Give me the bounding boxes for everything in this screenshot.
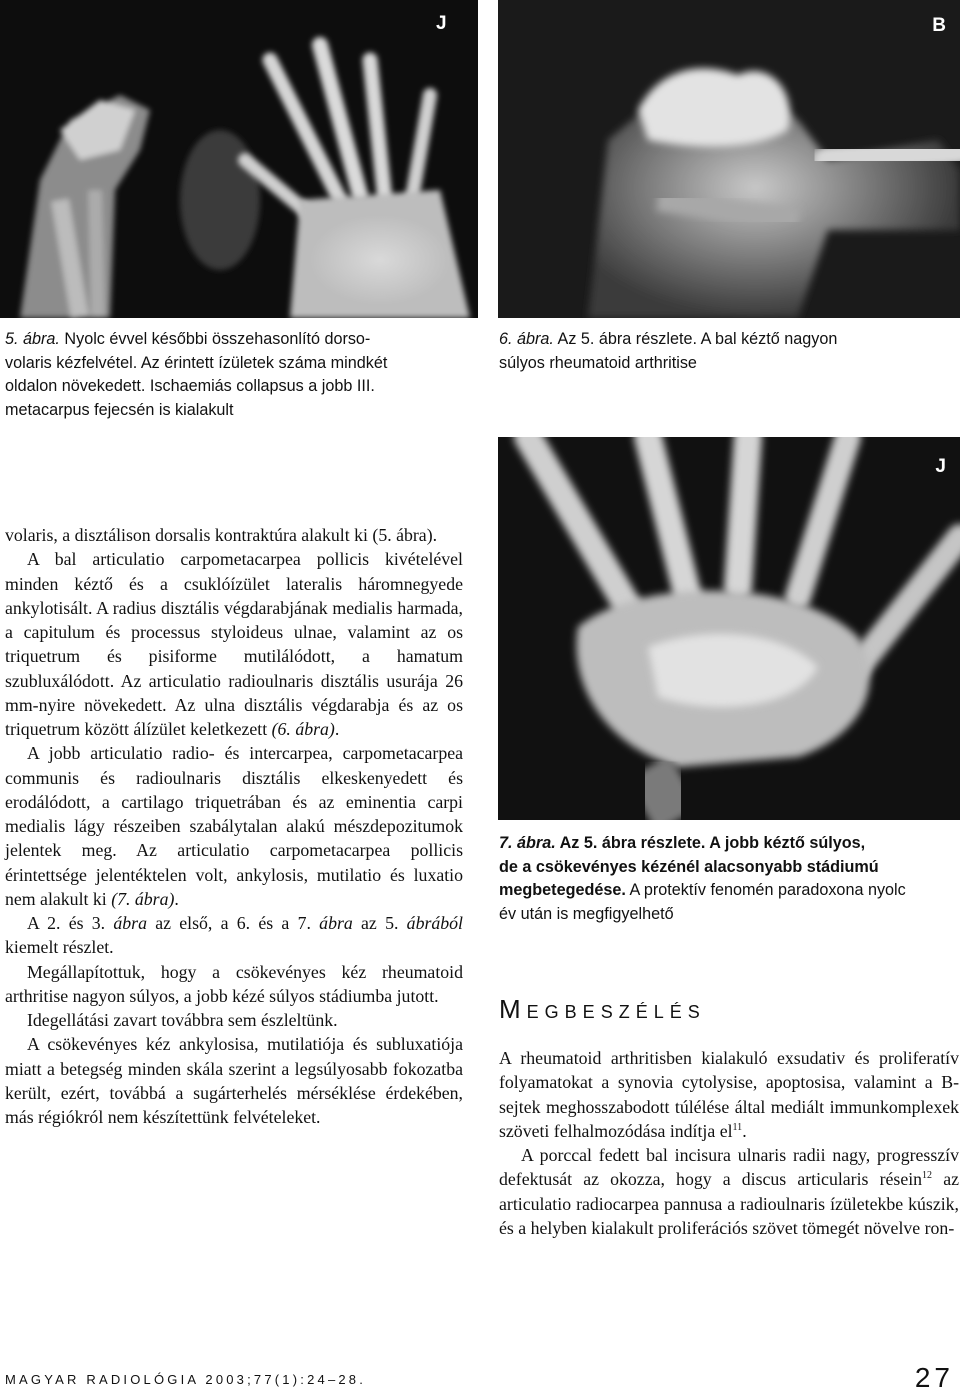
paragraph-1	[5, 523, 463, 547]
figure-5-caption-line-2: volaris kézfelvétel. Az érintett ízületek száma mindkét	[5, 353, 388, 372]
figure-7-corner-label: J	[935, 456, 946, 477]
figure-6-caption-label: 6. ábra	[499, 330, 550, 348]
paragraph-5: Megállapítottuk, hogy a csökevényes kéz rheumatoid arthritise nagyon súlyos, a jobb kézé súlyos stádiumba jutott.	[5, 961, 463, 1006]
discussion-paragraph-2: A porccal fedett bal incisura ulnaris radii nagy, progresszív defektusát az okozza, hogy a discus articularis résein$^{12}$ az articulatio radiocarpea pannusa a radioulnaris ízületekbe kúszik, és a helyben kialakult proliferációs szövet tömegét növelve ron-	[499, 1145, 959, 1238]
heading-rest: EGBESZÉLÉS	[526, 1002, 706, 1022]
right-column-text	[499, 1046, 959, 1240]
figure-6-xray	[498, 0, 960, 318]
paragraph-3-ref: (7. ábra)	[111, 888, 175, 909]
figure-5-caption-label: 5. ábra	[5, 330, 56, 348]
figure-5-xray	[0, 0, 478, 318]
figure-7-caption-bold-2: de a csökevényes kézénél alacsonyabb stádiumú	[499, 857, 879, 876]
paragraph-2-ref: (6. ábra)	[271, 719, 335, 739]
paragraph-3: A jobb articulatio radio- és intercarpea, carpometacarpea communis és radioulnaris disztális elkeskenyedett és erodálódott, a cartilago triquetrában és az eminentia carpi medialis lágy részeiben szabálytalan alakú mészdepozitumok jelentek meg. Az articulatio carpometacarpea pollicis érintettsége jelentéktelen volt, ankylosis, mutilatio és luxatio nem alakult ki (7. ábra).	[5, 743, 463, 909]
figure-5-xray-image	[0, 0, 478, 318]
citation-11: 11	[732, 1121, 743, 1133]
figure-5-corner-label: J	[436, 13, 447, 34]
figure-5-caption-line-4: metacarpus fejecsén is kialakult	[5, 400, 234, 419]
figure-7-caption-bold-3: megbetegedése.	[499, 881, 626, 899]
figure-5-caption: 5. ábra. Nyolc évvel későbbi összehasonlító dorso- volaris kézfelvétel. Az érintett ízületek száma mindkét oldalon növekedett. Ischaemiás collapsus a jobb III. metacarpus fejecsén is kialakult	[5, 328, 475, 422]
figure-6-caption: 6. ábra. Az 5. ábra részlete. A bal kéztő nagyon súlyos rheumatoid arthritise	[499, 328, 959, 375]
paragraph-6: Idegellátási zavart továbbra sem észleltünk.	[27, 1010, 338, 1030]
figure-7-caption-normal-2: év után is megfigyelhető	[499, 904, 674, 923]
figure-7-caption: 7. ábra. Az 5. ábra részlete. A jobb kéztő súlyos, de a csökevényes kézénél alacsonyabb stádiumú megbetegedése. A protektív fenomén paradoxona nyolc év után is megfigyelhető	[499, 832, 959, 926]
citation-12: 12	[922, 1170, 933, 1182]
section-heading-discussion	[499, 994, 706, 1025]
paragraph-7: A csökevényes kéz ankylosisa, mutilatiója és subluxatiója miatt a betegség minden skála szerint a legsúlyosabb fokozatba került, ezért, továbbá a sugárterhelés mérséklése érdekében, más régiókról nem készítettünk felvételeket.	[5, 1034, 463, 1127]
left-column-text	[5, 523, 463, 1129]
paragraph-4: A 2. és 3. ábra az első, a 6. és a 7. ábra az 5. ábrából kiemelt részlet.	[5, 913, 463, 958]
figure-5-caption-line-1: Nyolc évvel későbbi összehasonlító dorso-	[64, 330, 371, 348]
figure-7-caption-label: 7. ábra	[499, 834, 552, 852]
figure-7-xray-image	[498, 437, 960, 820]
paragraph-2: A bal articulatio carpometacarpea pollicis kivételével minden kéztő és a csuklóízület lateralis háromnegyede ankylotisált. A radius disztális végdarabjának medialis harmada, a capitulum és processus styloideus ulnae, valamint az os triquetrum és pisiforme mutilálódott, a hamatum szubluxálódott. Az articulatio radioulnaris disztális usurája 26 mm-nyire növekedett. Az ulna disztális végdarabja és az os triquetrum között álízület keletkezett (6. ábra).	[5, 549, 463, 739]
figure-6-caption-line-1: Az 5. ábra részlete. A bal kéztő nagyon	[557, 330, 838, 348]
figure-6-caption-line-2: súlyos rheumatoid arthritise	[499, 353, 697, 372]
discussion-paragraph-1: A rheumatoid arthritisben kialakuló exsudativ és proliferatív folyamatokat a synovia cytolysise, apoptosisa, valamint a B-sejtek meghosszabodott túlélése által mediált immunkomplexek szöveti felhalmozódása indítja $el^{11}$.	[499, 1048, 959, 1141]
heading-initial: M	[499, 994, 527, 1024]
figure-5-caption-line-3: oldalon növekedett. Ischaemiás collapsus a jobb III.	[5, 377, 375, 395]
figure-6-xray-image	[498, 0, 960, 318]
page-number: 27	[914, 1362, 954, 1393]
figure-6-corner-label: B	[932, 15, 946, 36]
paragraph-1-text: volaris, a disztálison dorsalis kontraktúra alakult ki (5. ábra).	[5, 525, 438, 545]
figure-7-caption-normal-1: A protektív fenomén paradoxona nyolc	[629, 881, 906, 899]
journal-footer: MAGYAR RADIOLÓGIA 2003;77(1):24–28.	[5, 1372, 367, 1387]
figure-7-caption-bold-1: Az 5. ábra részlete. A jobb kéztő súlyos,	[559, 834, 866, 852]
figure-7-xray	[498, 437, 960, 820]
